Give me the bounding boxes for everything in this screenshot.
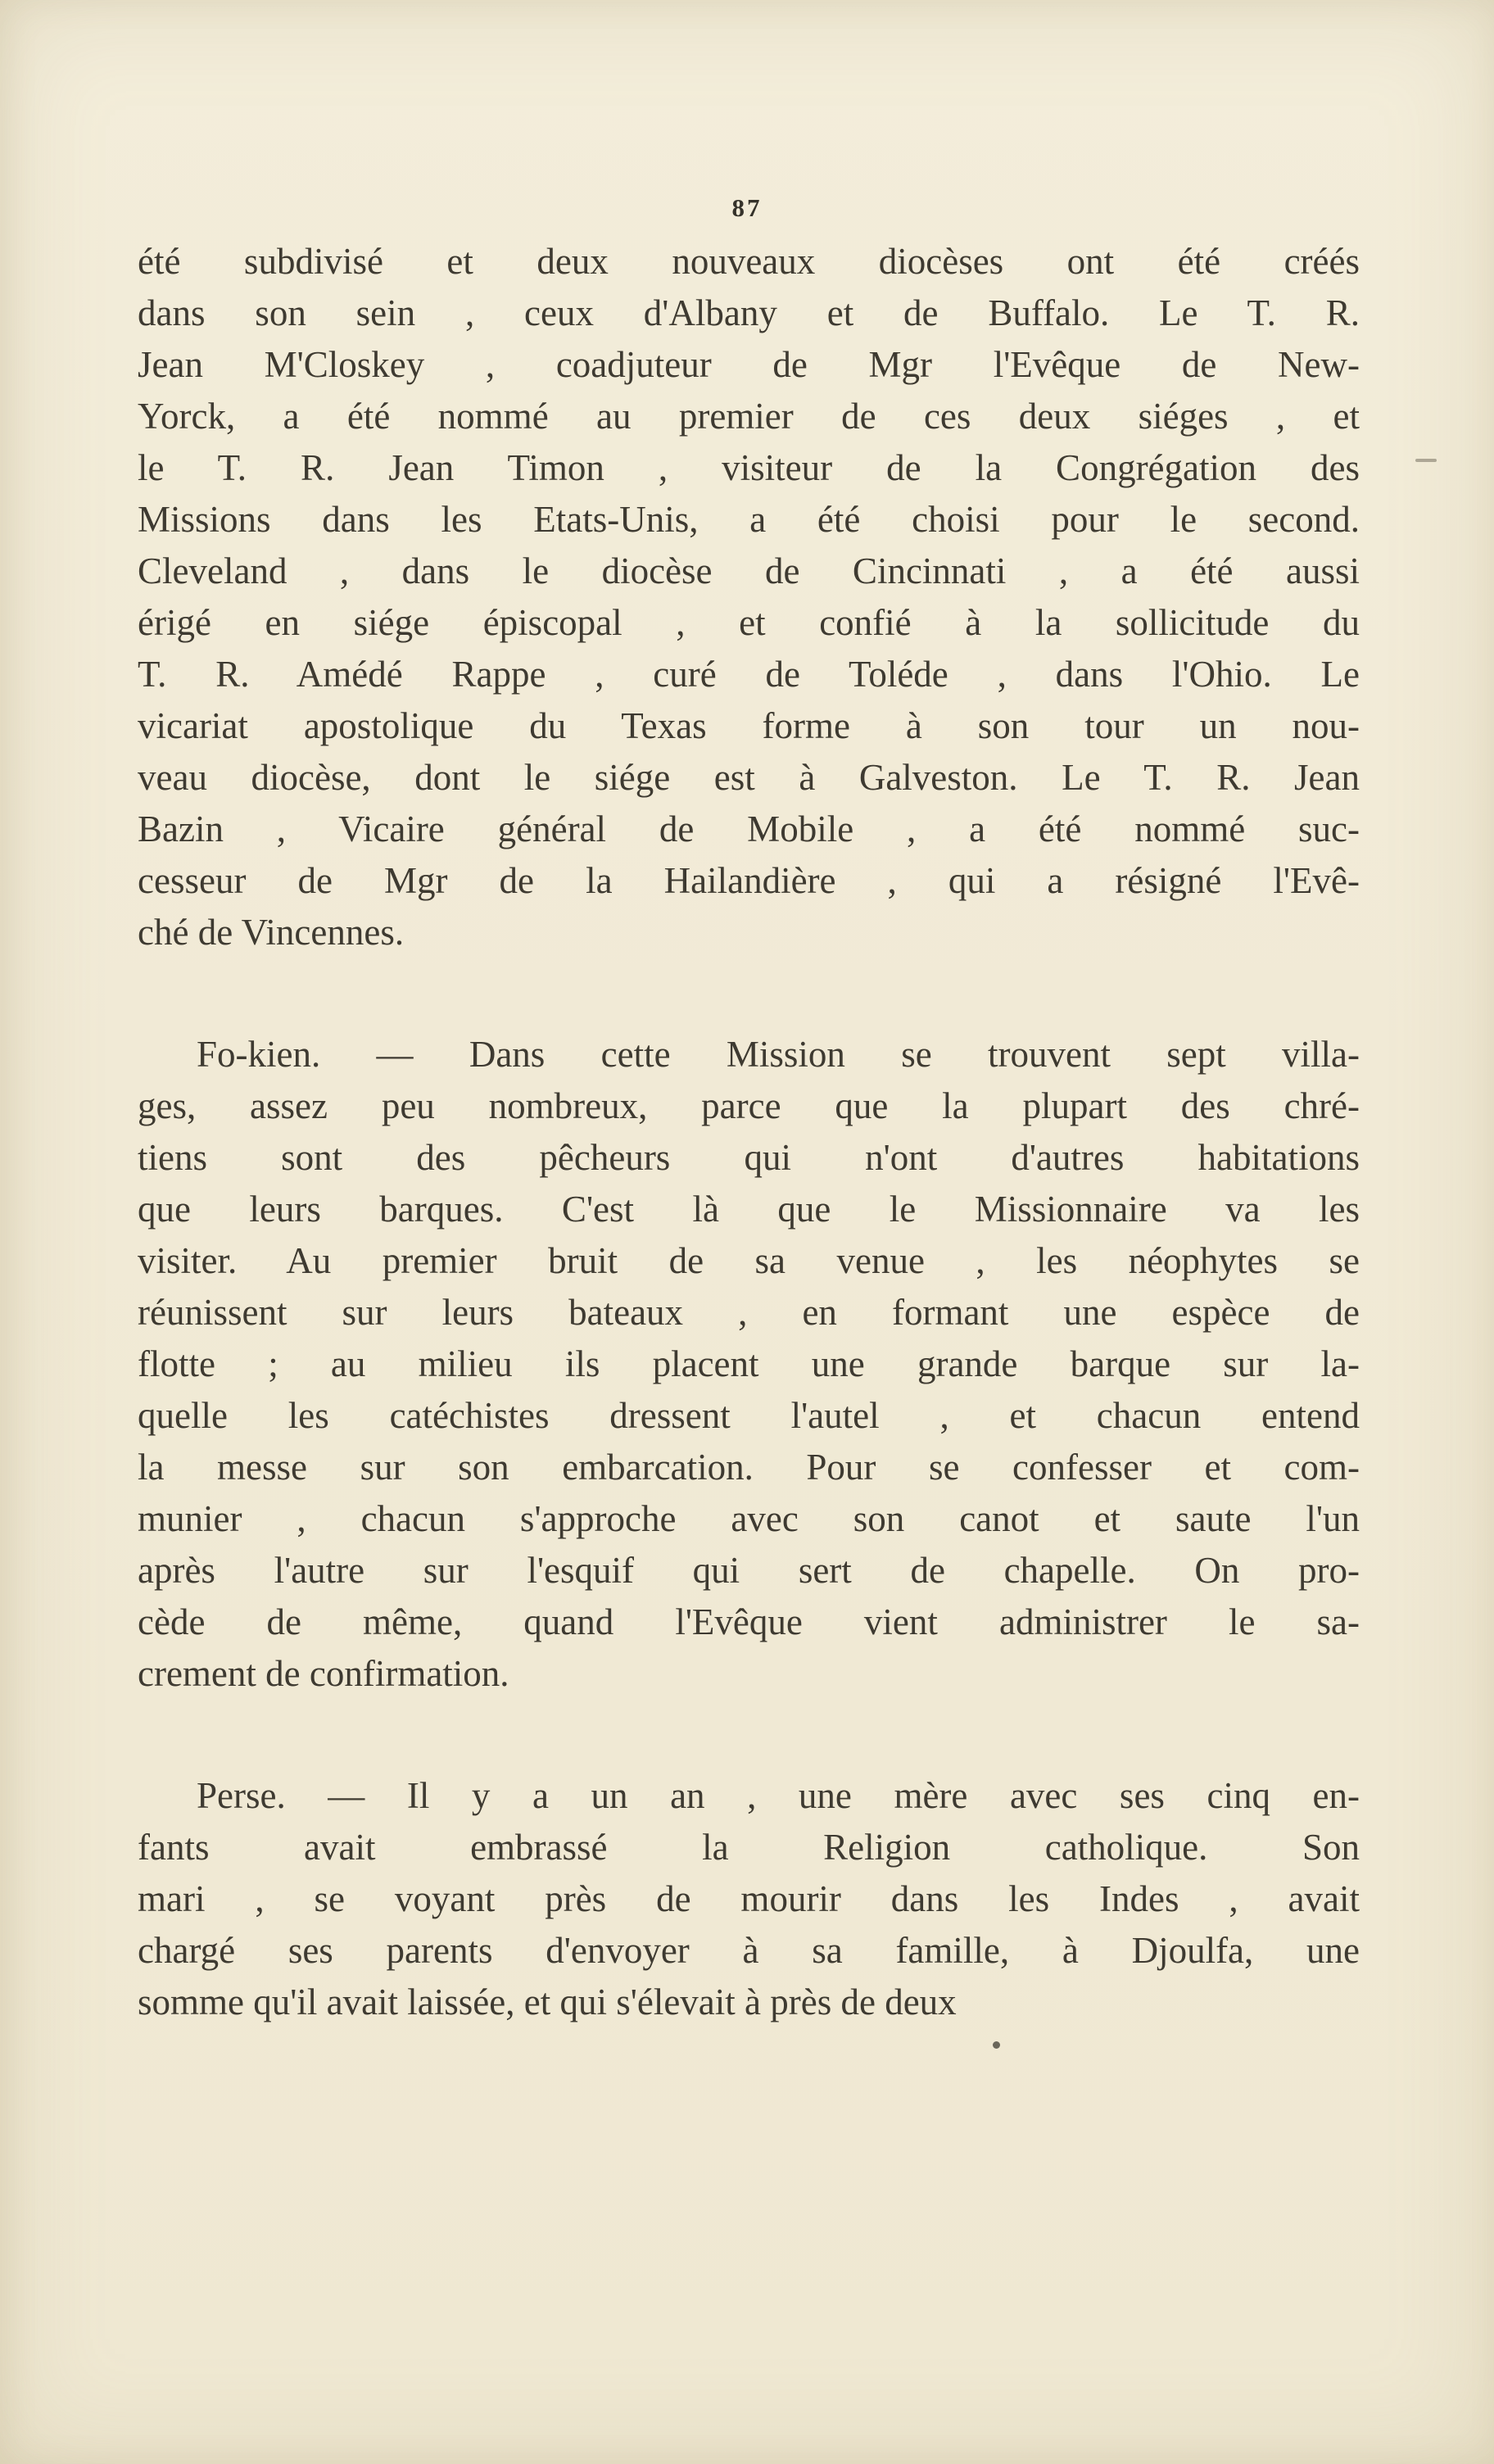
text-line: le T. R. Jean Timon , visiteur de la Congrégation des: [138, 447, 1360, 488]
text-line: visiter. Au premier bruit de sa venue , les néophytes se: [138, 1240, 1360, 1281]
ink-spot: [993, 2041, 1000, 2049]
text-line: réunissent sur leurs bateaux , en formant une espèce de: [138, 1292, 1360, 1333]
text-line: que leurs barques. C'est là que le Missionnaire va les: [138, 1189, 1360, 1230]
text-line: Fo-kien. — Dans cette Mission se trouvent sept villa-: [197, 1034, 1360, 1075]
text-line: cesseur de Mgr de la Hailandière , qui a résigné l'Evê-: [138, 860, 1360, 901]
text-line: Cleveland , dans le diocèse de Cincinnati , a été aussi: [138, 550, 1360, 591]
text-block: [138, 236, 1360, 2028]
text-line: fants avait embrassé la Religion catholique. Son: [138, 1827, 1360, 1868]
paragraph: [138, 1770, 1360, 2028]
scan-artifact-mark: [1415, 459, 1437, 462]
text-line: mari , se voyant près de mourir dans les Indes , avait: [138, 1878, 1360, 1919]
text-line: Bazin , Vicaire général de Mobile , a été nommé suc-: [138, 808, 1360, 849]
paragraph: [138, 1029, 1360, 1700]
text-line: crement de confirmation.: [138, 1653, 509, 1694]
text-line: ché de Vincennes.: [138, 912, 405, 953]
text-line: la messe sur son embarcation. Pour se confesser et com-: [138, 1447, 1360, 1488]
text-line: érigé en siége épiscopal , et confié à la sollicitude du: [138, 602, 1360, 643]
text-line: flotte ; au milieu ils placent une grande barque sur la-: [138, 1343, 1360, 1384]
text-line: après l'autre sur l'esquif qui sert de chapelle. On pro-: [138, 1550, 1360, 1591]
text-line: veau diocèse, dont le siége est à Galveston. Le T. R. Jean: [138, 757, 1360, 798]
text-line: munier , chacun s'approche avec son canot et saute l'un: [138, 1498, 1360, 1539]
text-line: dans son sein , ceux d'Albany et de Buffalo. Le T. R.: [138, 292, 1360, 333]
text-line: somme qu'il avait laissée, et qui s'élevait à près de deux: [138, 1982, 957, 2022]
text-line: chargé ses parents d'envoyer à sa famille, à Djoulfa, une: [138, 1930, 1360, 1971]
text-line: Jean M'Closkey , coadjuteur de Mgr l'Evêque de New-: [138, 344, 1360, 385]
text-line: Yorck, a été nommé au premier de ces deux siéges , et: [138, 396, 1360, 437]
page-number: 87: [731, 193, 763, 222]
text-line: été subdivisé et deux nouveaux diocèses ont été créés: [138, 241, 1360, 282]
paragraph: [138, 236, 1360, 958]
text-line: quelle les catéchistes dressent l'autel , et chacun entend: [138, 1395, 1360, 1436]
text-line: Perse. — Il y a un an , une mère avec ses cinq en-: [197, 1775, 1360, 1816]
text-line: cède de même, quand l'Evêque vient administrer le sa-: [138, 1601, 1360, 1642]
text-line: T. R. Amédé Rappe , curé de Toléde , dans l'Ohio. Le: [138, 654, 1360, 695]
text-line: tiens sont des pêcheurs qui n'ont d'autres habitations: [138, 1137, 1360, 1178]
text-line: Missions dans les Etats-Unis, a été choisi pour le second.: [138, 499, 1360, 540]
text-line: vicariat apostolique du Texas forme à son tour un nou-: [138, 705, 1360, 746]
text-line: ges, assez peu nombreux, parce que la plupart des chré-: [138, 1085, 1360, 1126]
